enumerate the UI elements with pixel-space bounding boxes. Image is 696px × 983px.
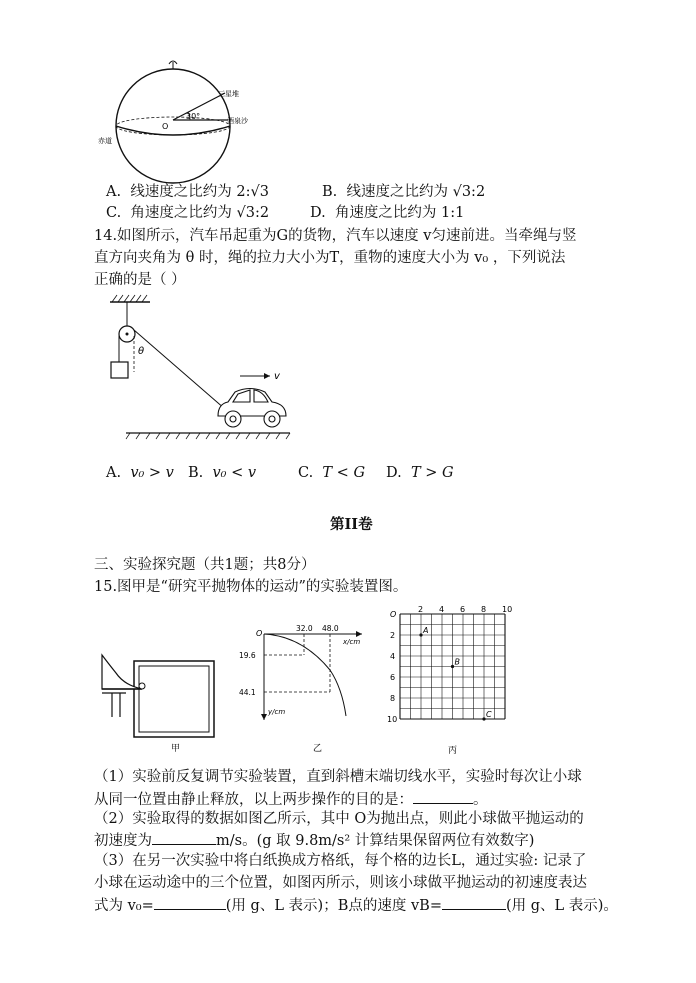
yi-trajectory (264, 634, 346, 716)
bing-x-tick: 8 (481, 605, 487, 614)
globe-figure (98, 58, 260, 188)
fig-bing-label: 丙 (448, 746, 458, 756)
yi-x-tick-2: 48.0 (322, 624, 339, 633)
angle-label: 30° (186, 112, 201, 121)
bing-y-tick: 6 (390, 673, 396, 682)
cargo-box (111, 362, 128, 378)
globe-axis-top (169, 61, 177, 69)
section3-title: 三、实验探究题（共1题；共8分） (94, 557, 316, 573)
q14-option-b[interactable]: B. v₀ < v (188, 465, 257, 481)
yi-y-label: y/cm (268, 708, 286, 716)
q14-option-d[interactable]: D. T > G (386, 465, 454, 481)
bing-origin: O (390, 610, 397, 619)
q15-p3-line1: （3）在另一次实验中将白纸换成方格纸，每个格的边长L，通过实验: 记录了 (94, 853, 587, 869)
pulley-car-figure (100, 292, 300, 442)
q15-p3-blank-v0[interactable] (154, 895, 226, 910)
figure-bing (378, 603, 518, 758)
yi-y-tick-2: 44.1 (239, 688, 256, 697)
q14-stem-line1: 14.如图所示，汽车吊起重为G的货物，汽车以速度 v匀速前进。当牵绳与竖 (94, 228, 577, 244)
q13-option-a[interactable]: A. 线速度之比约为 2:√3 (106, 184, 269, 200)
bing-y-tick: 2 (390, 631, 396, 640)
q15-p1-blank[interactable] (413, 789, 473, 804)
yi-x-tick-1: 32.0 (296, 624, 313, 633)
rope (134, 330, 225, 409)
bing-y-tick: 4 (390, 652, 396, 661)
q15-p1-line1: （1）实验前反复调节实验装置，直到斜槽末端切线水平，实验时每次让小球 (94, 769, 582, 785)
label-equator: 赤道 (98, 137, 112, 145)
theta-label: θ (138, 346, 145, 357)
bing-x-tick: 10 (502, 605, 513, 614)
q15-p2-line2: 初速度为 m/s。(g 取 9.8m/s² 计算结果保留两位有效数字) (94, 830, 534, 851)
q15-p3-line2: 小球在运动途中的三个位置，如图丙所示，则该小球做平抛运动的初速度表达 (94, 875, 587, 891)
q13-option-d[interactable]: D. 角速度之比约为 1:1 (310, 205, 465, 221)
globe-center-label: O (162, 122, 169, 131)
bing-x-tick: 2 (418, 605, 424, 614)
q15-p3-blank-vb[interactable] (442, 895, 506, 910)
fig-yi-label: 乙 (313, 744, 323, 754)
q14-option-c[interactable]: C. T < G (298, 465, 366, 481)
figure-yi (230, 620, 370, 755)
part2-title: 第II卷 (330, 516, 373, 533)
bing-point-label: C (486, 710, 492, 719)
bing-point-label: B (454, 657, 460, 667)
q13-option-b[interactable]: B. 线速度之比约为 √3:2 (322, 184, 486, 200)
bing-x-tick: 6 (460, 605, 466, 614)
q14-option-a[interactable]: A. v₀ > v (106, 465, 174, 481)
q15-p2-blank[interactable] (152, 830, 216, 845)
q15-p1-line2: 从同一位置由静止释放，以上两步操作的目的是： 。 (94, 789, 488, 810)
q15-p2-line1: （2）实验取得的数据如图乙所示，其中 O为抛出点，则此小球做平抛运动的 (94, 811, 584, 827)
equator-front (116, 126, 230, 135)
q15-intro: 15.图甲是“研究平抛物体的运动”的实验装置图。 (94, 579, 408, 595)
figure-jia (98, 655, 218, 755)
q14-stem-line2: 直方向夹角为 θ 时，绳的拉力大小为T，重物的速度大小为 v₀ ，下列说法 (94, 250, 566, 266)
fig-jia-label: 甲 (171, 744, 181, 754)
bing-point-label: A (423, 626, 429, 635)
bing-y-tick: 10 (387, 715, 398, 724)
q14-stem-line3: 正确的是（ ） (94, 272, 186, 288)
globe-circle (116, 69, 230, 183)
bing-x-tick: 4 (439, 605, 445, 614)
q15-p3-line3: 式为 v₀= (用 g、L 表示)；B点的速度 vB= (用 g、L 表示)。 (94, 895, 618, 916)
q13-option-c[interactable]: C. 角速度之比约为 √3:2 (106, 205, 270, 221)
yi-y-tick-1: 19.6 (239, 651, 256, 660)
label-jiuquan: 酒泉沙 (227, 117, 248, 125)
yi-origin: O (256, 629, 263, 638)
bing-y-tick: 8 (390, 694, 396, 703)
velocity-label: v (274, 371, 280, 382)
car (218, 389, 286, 428)
label-sanxingdui: 三星堆 (218, 90, 239, 98)
yi-x-label: x/cm (343, 638, 361, 646)
